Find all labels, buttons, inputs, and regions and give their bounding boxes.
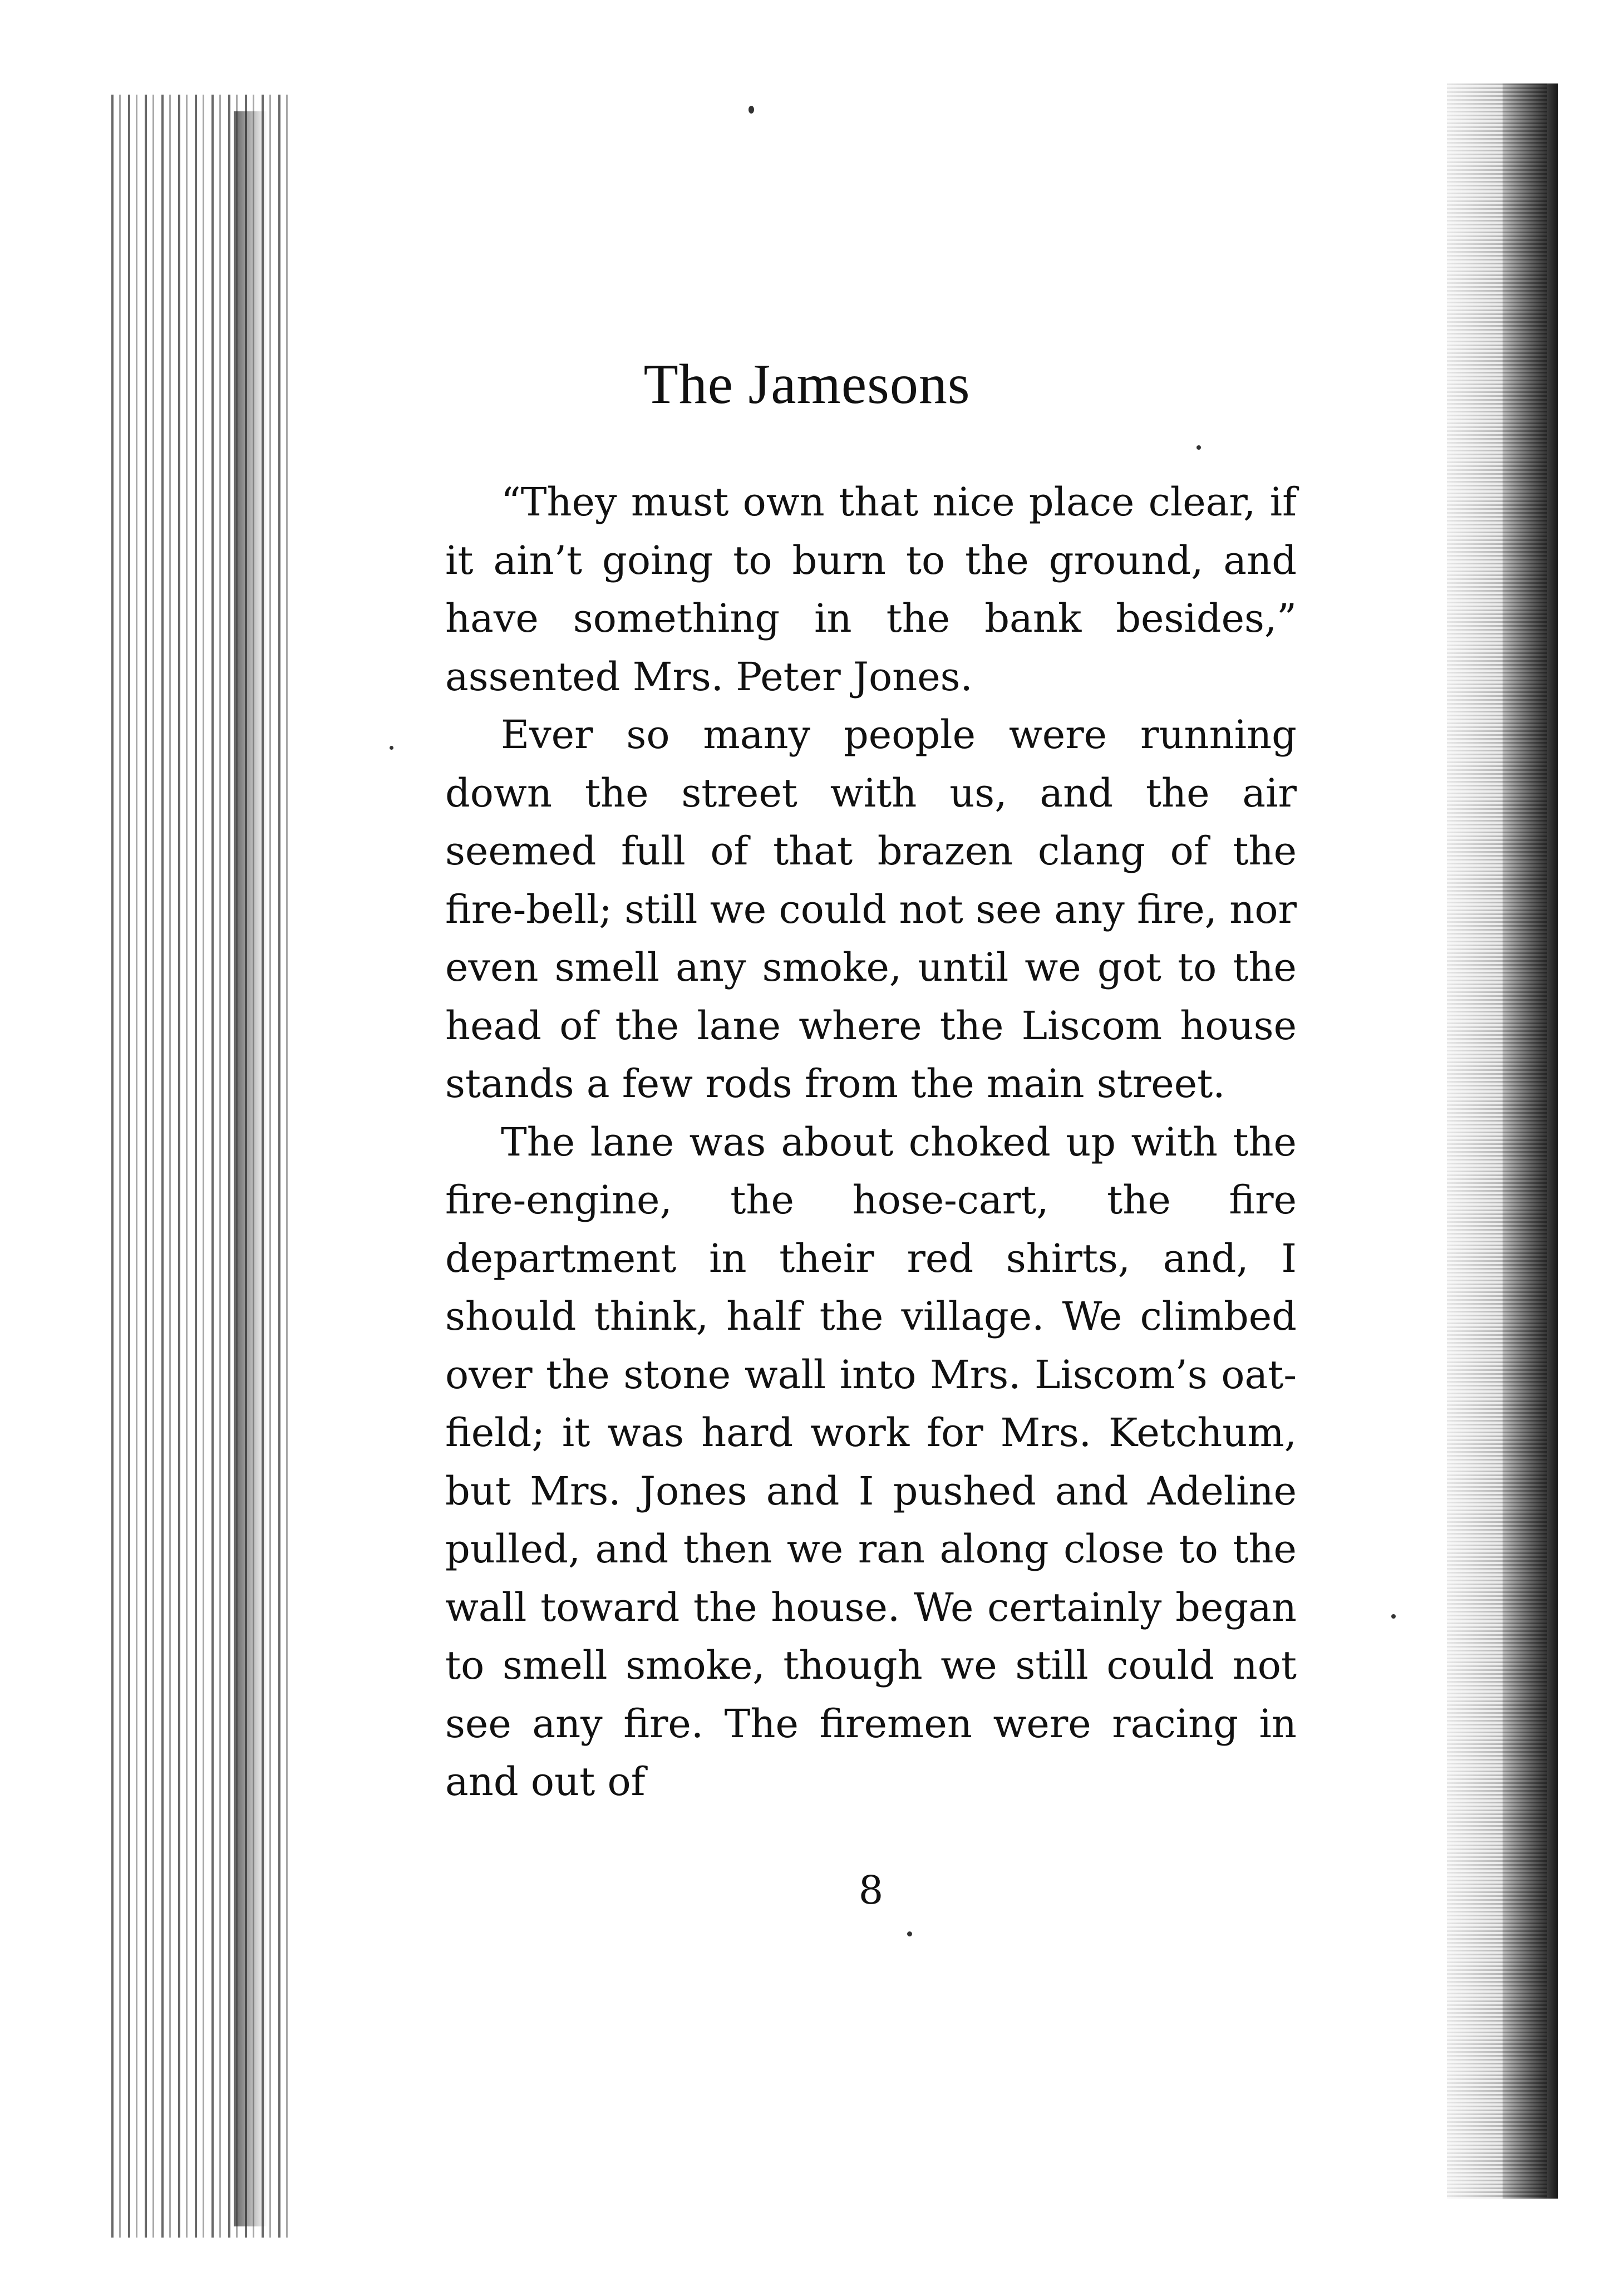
scan-speck xyxy=(749,106,754,114)
paragraph-1: “They must own that nice place clear, if it ain’t going to burn to the ground, and have something in the bank besides,” assented Mrs. Peter Jones. xyxy=(445,479,1297,700)
scan-speck xyxy=(1391,1614,1396,1619)
body-text xyxy=(445,473,1297,1811)
scan-speck xyxy=(1196,445,1201,450)
running-head: The Jamesons xyxy=(643,353,971,416)
page-edge-shadow xyxy=(1503,83,1558,2199)
scan-speck xyxy=(390,746,393,750)
binding-gutter xyxy=(111,95,295,2238)
paragraph-3: The lane was about choked up with the fire-engine, the hose-cart, the fire department in their red shirts, and, I should think, half the village. We climbed over the stone wall into Mrs. Liscom’s oat-field; it was hard work for Mrs. Ketchum, but Mrs. Jones and I pushed and Adeline pulled, and then we ran along close to the wall toward the house. We certainly began to smell smoke, though we still could not see any fire. The firemen were racing in and out of xyxy=(445,1119,1297,1805)
scan-speck xyxy=(907,1931,912,1936)
page-number: 8 xyxy=(858,1867,884,1913)
binding-shadow xyxy=(234,111,267,2226)
paragraph-2: Ever so many people were running down the street with us, and the air seemed full of that brazen clang of the fire-bell; still we could not see any fire, nor even smell any smoke, until we got to the head of the lane where the Liscom house stands a few rods from the main street. xyxy=(445,712,1297,1107)
